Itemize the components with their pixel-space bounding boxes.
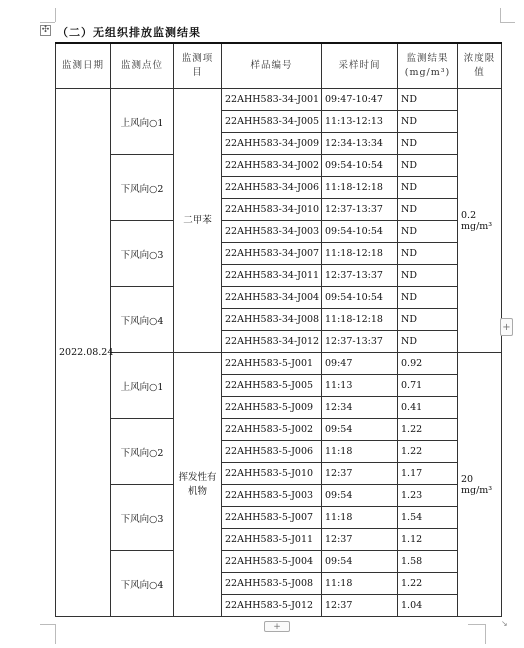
cell-result: 1.22: [398, 573, 458, 595]
add-row-button[interactable]: [500, 318, 513, 336]
cell-sample-no: 22AHH583-5-J012: [222, 595, 322, 617]
crop-mark-top-left-v: [55, 8, 56, 22]
table-resize-handle[interactable]: [501, 619, 511, 629]
cell-sample-no: 22AHH583-34-J008: [222, 309, 322, 331]
cell-sample-no: 22AHH583-5-J008: [222, 573, 322, 595]
cell-time: 09:54-10:54: [322, 221, 398, 243]
cell-time: 09:54: [322, 551, 398, 573]
cell-sample-no: 22AHH583-34-J009: [222, 133, 322, 155]
header-point: 监测点位: [111, 43, 174, 89]
cell-result: ND: [398, 177, 458, 199]
cell-time: 11:18-12:18: [322, 309, 398, 331]
cell-sample-no: 22AHH583-34-J001: [222, 89, 322, 111]
cell-result: ND: [398, 133, 458, 155]
move-icon: ✣: [41, 25, 50, 35]
cell-time: 11:13: [322, 375, 398, 397]
table-move-handle[interactable]: [40, 25, 51, 36]
cell-result: 1.23: [398, 485, 458, 507]
header-time: 采样时间: [322, 43, 398, 89]
cell-result: ND: [398, 199, 458, 221]
cell-time: 09:54-10:54: [322, 287, 398, 309]
monitoring-results-table: [55, 42, 502, 617]
cell-result: ND: [398, 155, 458, 177]
cell-sample-no: 22AHH583-5-J006: [222, 441, 322, 463]
cell-sample-no: 22AHH583-5-J004: [222, 551, 322, 573]
cell-sample-no: 22AHH583-5-J001: [222, 353, 322, 375]
cell-result: 0.41: [398, 397, 458, 419]
cell-result: 0.92: [398, 353, 458, 375]
table-row: [56, 287, 502, 309]
crop-mark-bottom-left-v: [55, 624, 56, 644]
cell-time: 12:34: [322, 397, 398, 419]
cell-time: 09:54: [322, 485, 398, 507]
cell-time: 11:18: [322, 441, 398, 463]
cell-point: 上风向○1: [111, 353, 174, 419]
cell-result: ND: [398, 111, 458, 133]
cell-result: 0.71: [398, 375, 458, 397]
cell-result: 1.54: [398, 507, 458, 529]
cell-time: 09:47-10:47: [322, 89, 398, 111]
table-row: [56, 221, 502, 243]
cell-point: 下风向○2: [111, 419, 174, 485]
cell-time: 12:37: [322, 529, 398, 551]
cell-time: 12:34-13:34: [322, 133, 398, 155]
table-row: [56, 155, 502, 177]
cell-limit: 20 mg/m³: [458, 353, 502, 617]
cell-time: 12:37-13:37: [322, 265, 398, 287]
cell-sample-no: 22AHH583-34-J006: [222, 177, 322, 199]
cell-result: ND: [398, 331, 458, 353]
cell-result: ND: [398, 309, 458, 331]
cell-result: ND: [398, 89, 458, 111]
header-limit: 浓度限值: [458, 43, 502, 89]
cell-time: 11:18-12:18: [322, 243, 398, 265]
cell-limit: 0.2 mg/m³: [458, 89, 502, 353]
table-row: [56, 419, 502, 441]
plus-icon: +: [273, 622, 281, 632]
table-row: [56, 89, 502, 111]
table-header-row: [56, 43, 502, 89]
header-item: 监测项目: [174, 43, 222, 89]
crop-mark-bottom-left-h: [40, 624, 55, 625]
cell-sample-no: 22AHH583-34-J005: [222, 111, 322, 133]
cell-result: 1.04: [398, 595, 458, 617]
cell-result: 1.58: [398, 551, 458, 573]
crop-mark-bottom-right-v: [485, 624, 486, 644]
cell-time: 09:54-10:54: [322, 155, 398, 177]
cell-sample-no: 22AHH583-34-J010: [222, 199, 322, 221]
cell-point: 下风向○2: [111, 155, 174, 221]
plus-icon: +: [502, 322, 511, 333]
crop-mark-top-right-h: [500, 22, 515, 23]
cell-result: 1.17: [398, 463, 458, 485]
cell-time: 12:37-13:37: [322, 199, 398, 221]
table-row: [56, 353, 502, 375]
cell-time: 09:54: [322, 419, 398, 441]
add-column-button[interactable]: [264, 621, 290, 632]
cell-sample-no: 22AHH583-34-J012: [222, 331, 322, 353]
cell-sample-no: 22AHH583-34-J003: [222, 221, 322, 243]
cell-result: ND: [398, 265, 458, 287]
cell-sample-no: 22AHH583-5-J003: [222, 485, 322, 507]
cell-sample-no: 22AHH583-5-J009: [222, 397, 322, 419]
table-row: [56, 551, 502, 573]
cell-item: 二甲苯: [174, 89, 222, 353]
cell-date: 2022.08.24: [56, 89, 111, 617]
cell-time: 11:18-12:18: [322, 177, 398, 199]
crop-mark-top-left-h: [40, 22, 55, 23]
cell-result: 1.12: [398, 529, 458, 551]
cell-sample-no: 22AHH583-5-J010: [222, 463, 322, 485]
cell-point: 下风向○4: [111, 287, 174, 353]
header-sample-no: 样品编号: [222, 43, 322, 89]
cell-result: 1.22: [398, 419, 458, 441]
cell-time: 11:13-12:13: [322, 111, 398, 133]
header-result: 监测结果(mg/m³): [398, 43, 458, 89]
cell-time: 12:37: [322, 463, 398, 485]
cell-point: 下风向○4: [111, 551, 174, 617]
cell-result: ND: [398, 221, 458, 243]
header-date: 监测日期: [56, 43, 111, 89]
cell-sample-no: 22AHH583-5-J002: [222, 419, 322, 441]
cell-sample-no: 22AHH583-34-J007: [222, 243, 322, 265]
cell-result: ND: [398, 243, 458, 265]
cell-item: 挥发性有机物: [174, 353, 222, 617]
cell-sample-no: 22AHH583-34-J004: [222, 287, 322, 309]
cell-time: 11:18: [322, 573, 398, 595]
cell-time: 12:37: [322, 595, 398, 617]
cell-time: 09:47: [322, 353, 398, 375]
crop-mark-top-right-v: [500, 8, 501, 22]
crop-mark-bottom-right-h: [468, 624, 485, 625]
cell-point: 下风向○3: [111, 221, 174, 287]
cell-sample-no: 22AHH583-34-J011: [222, 265, 322, 287]
cell-result: 1.22: [398, 441, 458, 463]
cell-sample-no: 22AHH583-5-J007: [222, 507, 322, 529]
cell-point: 下风向○3: [111, 485, 174, 551]
table-row: [56, 485, 502, 507]
cell-point: 上风向○1: [111, 89, 174, 155]
resize-icon: ↘: [501, 619, 508, 628]
cell-sample-no: 22AHH583-34-J002: [222, 155, 322, 177]
section-title: （二）无组织排放监测结果: [57, 26, 201, 39]
cell-result: ND: [398, 287, 458, 309]
cell-time: 12:37-13:37: [322, 331, 398, 353]
cell-sample-no: 22AHH583-5-J005: [222, 375, 322, 397]
cell-sample-no: 22AHH583-5-J011: [222, 529, 322, 551]
cell-time: 11:18: [322, 507, 398, 529]
